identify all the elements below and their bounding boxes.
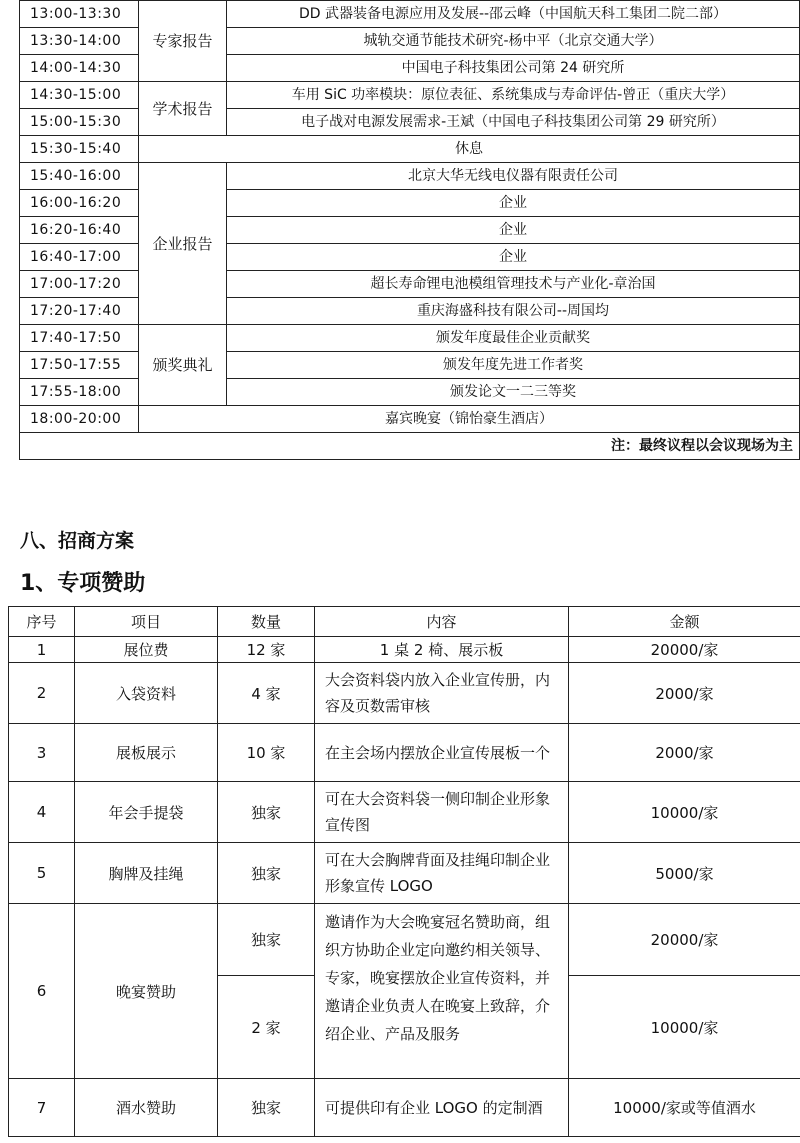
agenda-time: 14:00-14:30 <box>20 55 139 82</box>
table-row <box>9 724 800 782</box>
row-price: 10000/家或等值酒水 <box>569 1079 800 1137</box>
row-item: 胸牌及挂绳 <box>75 843 218 904</box>
agenda-row <box>20 217 800 244</box>
row-qty: 4 家 <box>218 663 315 724</box>
agenda-row <box>20 379 800 406</box>
agenda-note: 注：最终议程以会议现场为主 <box>20 433 800 460</box>
row-item: 年会手提袋 <box>75 782 218 843</box>
agenda-content: 城轨交通节能技术研究-杨中平（北京交通大学） <box>227 28 800 55</box>
agenda-row <box>20 271 800 298</box>
agenda-time: 17:50-17:55 <box>20 352 139 379</box>
agenda-content: 企业 <box>227 190 800 217</box>
row-item: 酒水赞助 <box>75 1079 218 1137</box>
row-content: 可在大会资料袋一侧印制企业形象宣传图 <box>315 782 569 843</box>
row-qty: 独家 <box>218 782 315 843</box>
row-content: 1 桌 2 椅、展示板 <box>315 637 569 663</box>
agenda-row <box>20 244 800 271</box>
agenda-row <box>20 406 800 433</box>
row-price: 5000/家 <box>569 843 800 904</box>
agenda-row <box>20 1 800 28</box>
agenda-time: 16:40-17:00 <box>20 244 139 271</box>
row-no: 5 <box>9 843 75 904</box>
row-price: 10000/家 <box>569 976 800 1079</box>
row-no: 2 <box>9 663 75 724</box>
row-no: 7 <box>9 1079 75 1137</box>
table-row <box>9 663 800 724</box>
agenda-time: 17:20-17:40 <box>20 298 139 325</box>
table-row <box>9 843 800 904</box>
agenda-content: 休息 <box>139 136 800 163</box>
agenda-content: 重庆海盛科技有限公司--周国均 <box>227 298 800 325</box>
agenda-note-row <box>20 433 800 460</box>
row-no: 1 <box>9 637 75 663</box>
table-row <box>9 904 800 976</box>
session-academic: 学术报告 <box>139 82 227 136</box>
agenda-time: 17:40-17:50 <box>20 325 139 352</box>
table-row <box>9 637 800 663</box>
row-qty: 独家 <box>218 904 315 976</box>
section-heading: 八、招商方案 <box>20 530 135 552</box>
agenda-content: 超长寿命锂电池模组管理技术与产业化-章治国 <box>227 271 800 298</box>
agenda-time: 13:30-14:00 <box>20 28 139 55</box>
agenda-time: 16:00-16:20 <box>20 190 139 217</box>
agenda-time: 18:00-20:00 <box>20 406 139 433</box>
agenda-content: 中国电子科技集团公司第 24 研究所 <box>227 55 800 82</box>
table-row <box>9 782 800 843</box>
row-item: 展板展示 <box>75 724 218 782</box>
agenda-content: 颁发年度先进工作者奖 <box>227 352 800 379</box>
row-qty: 10 家 <box>218 724 315 782</box>
row-content: 大会资料袋内放入企业宣传册，内容及页数需审核 <box>315 663 569 724</box>
row-qty: 12 家 <box>218 637 315 663</box>
row-item: 展位费 <box>75 637 218 663</box>
agenda-content: 颁发年度最佳企业贡献奖 <box>227 325 800 352</box>
header-qty: 数量 <box>218 607 315 637</box>
row-qty: 2 家 <box>218 976 315 1079</box>
header-price: 金额 <box>569 607 800 637</box>
row-content: 可提供印有企业 LOGO 的定制酒 <box>315 1079 569 1137</box>
agenda-time: 15:30-15:40 <box>20 136 139 163</box>
session-award: 颁奖典礼 <box>139 325 227 406</box>
agenda-row <box>20 136 800 163</box>
agenda-time: 17:55-18:00 <box>20 379 139 406</box>
row-item: 入袋资料 <box>75 663 218 724</box>
header-no: 序号 <box>9 607 75 637</box>
agenda-content: 北京大华无线电仪器有限责任公司 <box>227 163 800 190</box>
row-qty: 独家 <box>218 1079 315 1137</box>
agenda-row <box>20 325 800 352</box>
session-enterprise: 企业报告 <box>139 163 227 325</box>
sponsorship-table <box>8 606 800 1137</box>
agenda-time: 16:20-16:40 <box>20 217 139 244</box>
agenda-content: 颁发论文一二三等奖 <box>227 379 800 406</box>
agenda-time: 17:00-17:20 <box>20 271 139 298</box>
agenda-time: 15:00-15:30 <box>20 109 139 136</box>
agenda-row <box>20 190 800 217</box>
agenda-time: 13:00-13:30 <box>20 1 139 28</box>
agenda-time: 15:40-16:00 <box>20 163 139 190</box>
agenda-row <box>20 28 800 55</box>
agenda-content: 企业 <box>227 217 800 244</box>
row-content: 在主会场内摆放企业宣传展板一个 <box>315 724 569 782</box>
agenda-row <box>20 109 800 136</box>
row-price: 2000/家 <box>569 663 800 724</box>
agenda-row <box>20 163 800 190</box>
row-no: 6 <box>9 904 75 1079</box>
row-item: 晚宴赞助 <box>75 904 218 1079</box>
agenda-content: 车用 SiC 功率模块：原位表征、系统集成与寿命评估-曾正（重庆大学） <box>227 82 800 109</box>
agenda-table <box>19 0 800 460</box>
header-content: 内容 <box>315 607 569 637</box>
table-row <box>9 1079 800 1137</box>
table-header-row <box>9 607 800 637</box>
row-price: 20000/家 <box>569 637 800 663</box>
row-price: 20000/家 <box>569 904 800 976</box>
session-expert: 专家报告 <box>139 1 227 82</box>
sub-heading: 1、专项赞助 <box>20 571 146 596</box>
agenda-row <box>20 352 800 379</box>
agenda-row <box>20 82 800 109</box>
agenda-row <box>20 55 800 82</box>
agenda-content: 嘉宾晚宴（锦怡豪生酒店） <box>139 406 800 433</box>
row-no: 4 <box>9 782 75 843</box>
header-item: 项目 <box>75 607 218 637</box>
row-price: 10000/家 <box>569 782 800 843</box>
row-content: 邀请作为大会晚宴冠名赞助商，组织方协助企业定向邀约相关领导、专家，晚宴摆放企业宣传资料，并邀请企业负责人在晚宴上致辞，介绍企业、产品及服务 <box>315 904 569 1079</box>
row-content: 可在大会胸牌背面及挂绳印制企业形象宣传 LOGO <box>315 843 569 904</box>
agenda-time: 14:30-15:00 <box>20 82 139 109</box>
row-qty: 独家 <box>218 843 315 904</box>
row-price: 2000/家 <box>569 724 800 782</box>
row-no: 3 <box>9 724 75 782</box>
agenda-row <box>20 298 800 325</box>
agenda-content: 电子战对电源发展需求-王斌（中国电子科技集团公司第 29 研究所） <box>227 109 800 136</box>
agenda-content: DD 武器装备电源应用及发展--邵云峰（中国航天科工集团二院二部） <box>227 1 800 28</box>
agenda-content: 企业 <box>227 244 800 271</box>
